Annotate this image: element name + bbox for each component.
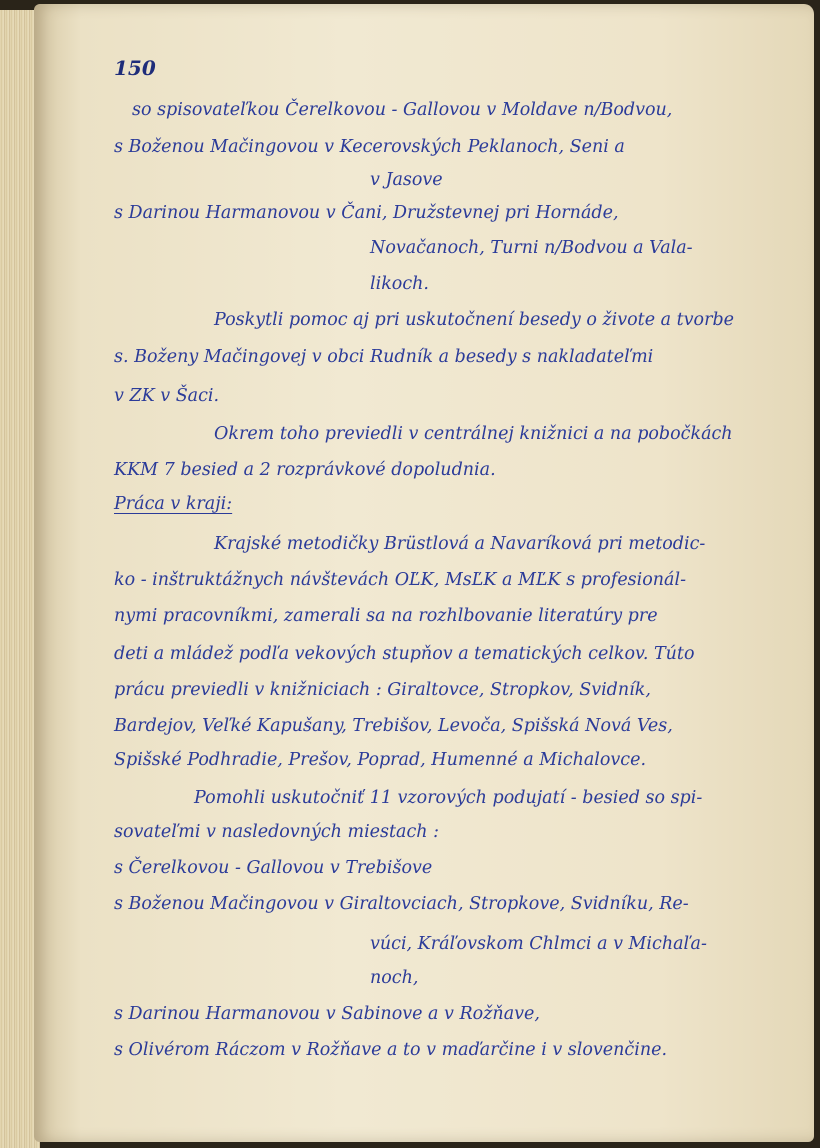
text-line: s Čerelkovou - Gallovou v Trebišove [114,858,433,878]
text-line: sovateľmi v nasledovných miestach : [114,822,440,842]
text-line: ko - inštruktážnych návštevách OĽK, MsĽK a MĽK s profesionál- [114,570,686,590]
text-line: KKM 7 besied a 2 rozprávkové dopoludnia. [114,460,496,480]
text-line: vúci, Kráľovskom Chlmci a v Michaľa- [370,934,707,954]
text-line: Spišské Podhradie, Prešov, Poprad, Humenné a Michalovce. [114,750,647,770]
text-line: Krajské metodičky Brüstlová a Navaríková pri metodic- [214,534,706,554]
text-line: noch, [370,968,419,988]
section-heading: Práca v kraji: [114,494,233,514]
text-line: Pomohli uskutočniť 11 vzorových podujatí - besied so spi- [194,788,703,808]
text-line: Okrem toho previedli v centrálnej knižnici a na pobočkách [214,424,733,444]
text-line: v ZK v Šaci. [114,386,220,406]
handwritten-page [34,4,814,1142]
text-line: so spisovateľkou Čerelkovou - Gallovou v Moldave n/Bodvou, [132,100,673,120]
text-line: s Boženou Mačingovou v Giraltovciach, Stropkove, Svidníku, Re- [114,894,689,914]
text-line: Novačanoch, Turni n/Bodvou a Vala- [370,238,693,258]
text-line: s. Boženy Mačingovej v obci Rudník a besedy s nakladateľmi [114,347,654,367]
text-line: s Darinou Harmanovou v Sabinove a v Rožňave, [114,1004,540,1024]
text-line: s Boženou Mačingovou v Kecerovských Peklanoch, Seni a [114,137,625,157]
text-line: Poskytli pomoc aj pri uskutočnení besedy o živote a tvorbe [214,310,735,330]
text-line: prácu previedli v knižniciach : Giraltovce, Stropkov, Svidník, [114,680,651,700]
page-number: 150 [114,56,156,80]
text-line: v Jasove [370,170,443,190]
text-line: deti a mládež podľa vekových stupňov a tematických celkov. Túto [114,644,695,664]
text-line: s Olivérom Ráczom v Rožňave a to v maďarčine i v slovenčine. [114,1040,668,1060]
text-line: s Darinou Harmanovou v Čani, Družstevnej pri Hornáde, [114,203,619,223]
text-line: likoch. [370,274,429,294]
text-line: Bardejov, Veľké Kapušany, Trebišov, Levoča, Spišská Nová Ves, [114,716,673,736]
text-line: nymi pracovníkmi, zamerali sa na rozhlbovanie literatúry pre [114,606,658,626]
